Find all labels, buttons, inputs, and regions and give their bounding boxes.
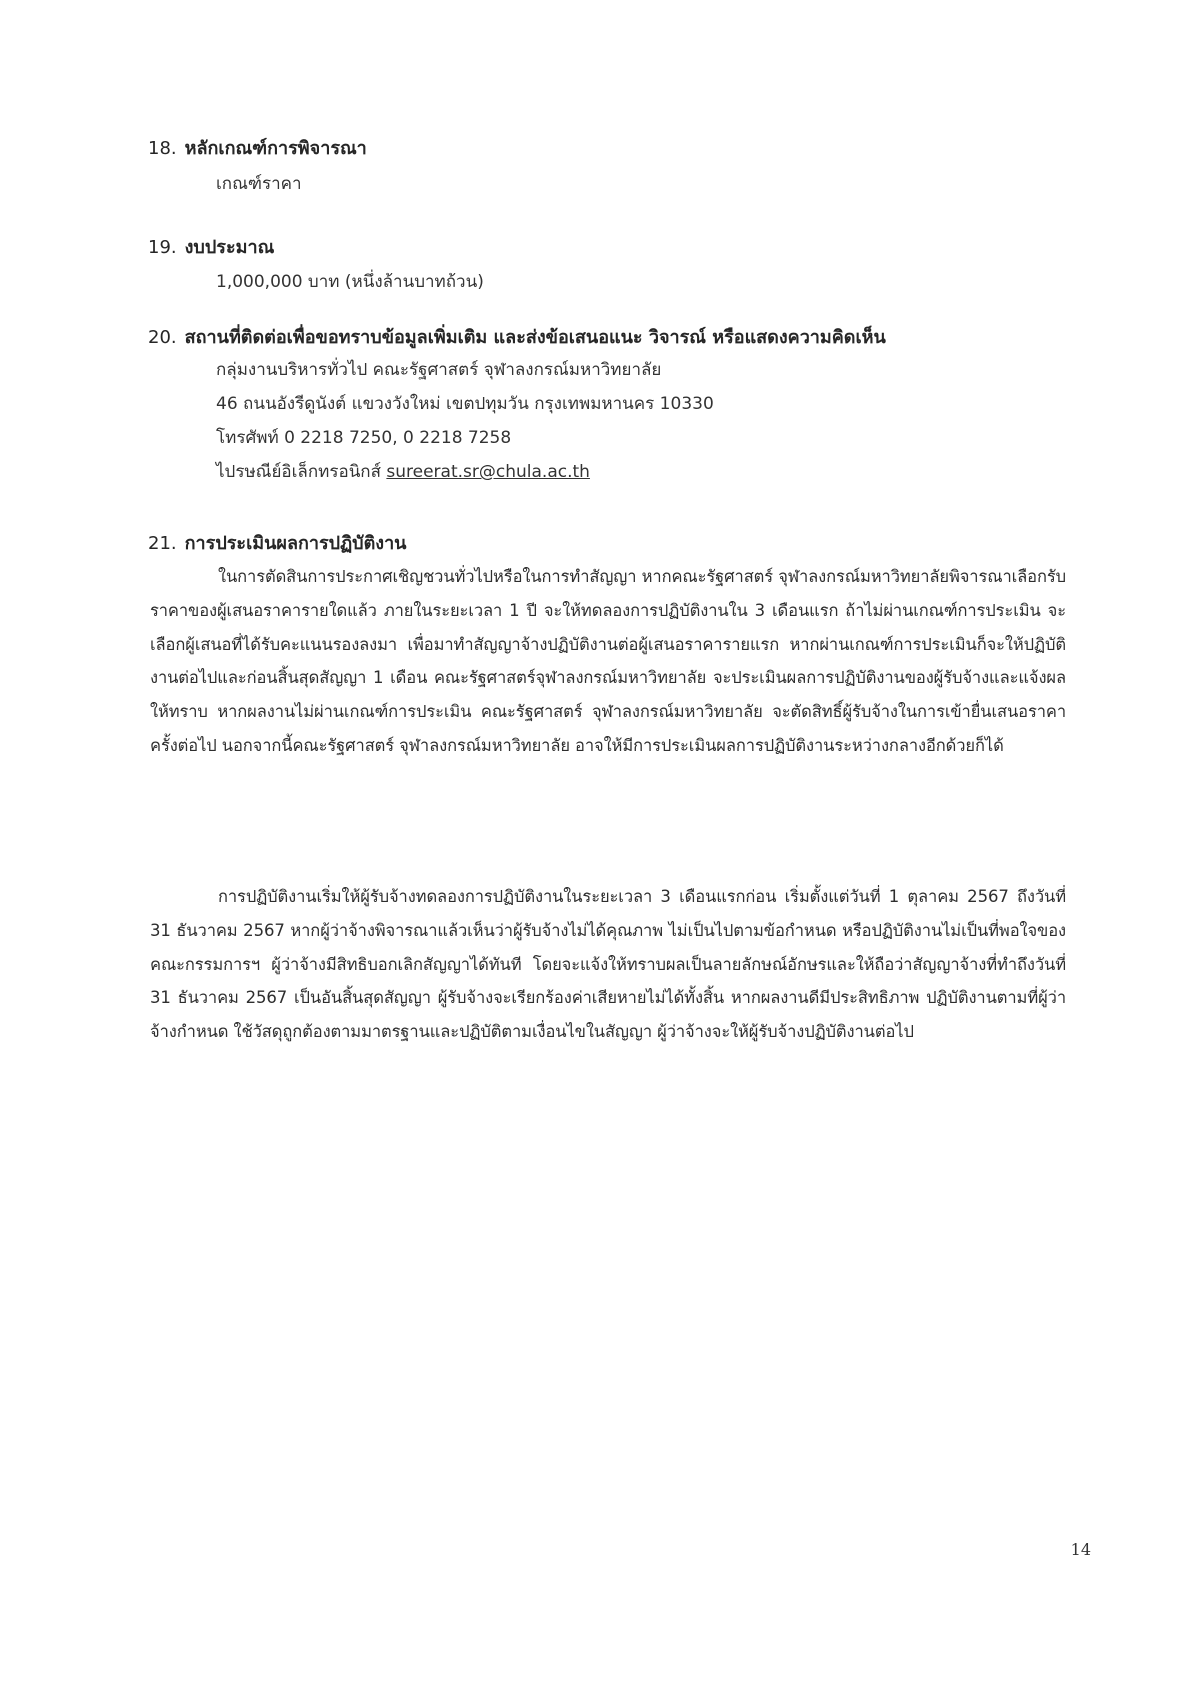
section-19-number: 19.	[148, 237, 177, 258]
section-21-title: การประเมินผลการปฏิบัติงาน	[184, 533, 407, 554]
section-19-title: งบประมาณ	[184, 237, 275, 258]
section-18-number: 18.	[148, 138, 177, 159]
section-21-number: 21.	[148, 533, 177, 554]
section-18-heading	[148, 133, 367, 162]
section-20-line-1: กลุ่มงานบริหารทั่วไป คณะรัฐศาสตร์ จุฬาลงกรณ์มหาวิทยาลัย	[216, 360, 662, 380]
email-label: ไปรษณีย์อิเล็กทรอนิกส์	[216, 462, 381, 482]
section-20-title: สถานที่ติดต่อเพื่อขอทราบข้อมูลเพิ่มเติม และส่งข้อเสนอแนะ วิจารณ์ หรือแสดงความคิดเห็น	[184, 327, 886, 348]
section-21-paragraph-1: ในการตัดสินการประกาศเชิญชวนทั่วไปหรือในการทำสัญญา หากคณะรัฐศาสตร์ จุฬาลงกรณ์มหาวิทยาลัยพิจารณาเลือกรับราคาของผู้เสนอราคารายใดแล้ว ภายในระยะเวลา 1 ปี จะให้ทดลองการปฏิบัติงานใน 3 เดือนแรก ถ้าไม่ผ่านเกณฑ์การประเมิน จะเลือกผู้เสนอที่ได้รับคะแนนรองลงมา เพื่อมาทำสัญญาจ้างปฏิบัติงานต่อผู้เสนอราคารายแรก หากผ่านเกณฑ์การประเมินก็จะให้ปฏิบัติงานต่อไปและก่อนสิ้นสุดสัญญา 1 เดือน คณะรัฐศาสตร์จุฬาลงกรณ์มหาวิทยาลัย จะประเมินผลการปฏิบัติงานของผู้รับจ้างและแจ้งผลให้ทราบ หากผลงานไม่ผ่านเกณฑ์การประเมิน คณะรัฐศาสตร์ จุฬาลงกรณ์มหาวิทยาลัย จะตัดสิทธิ์ผู้รับจ้างในการเข้ายื่นเสนอราคาครั้งต่อไป นอกจากนี้คณะรัฐศาสตร์ จุฬาลงกรณ์มหาวิทยาลัย อาจให้มีการประเมินผลการปฏิบัติงานระหว่างกลางอีกด้วยก็ได้	[150, 567, 1066, 755]
email-link[interactable]: sureerat.sr@chula.ac.th	[386, 462, 590, 482]
section-20-line-2: 46 ถนนอังรีดูนังต์ แขวงวังใหม่ เขตปทุมวัน กรุงเทพมหานคร 10330	[216, 394, 714, 414]
section-18-line-1: เกณฑ์ราคา	[216, 174, 302, 194]
section-18-title: หลักเกณฑ์การพิจารณา	[184, 138, 367, 159]
section-19-heading	[148, 232, 274, 261]
page-number: 14	[1070, 1540, 1091, 1559]
section-20-heading	[148, 322, 886, 351]
section-20-line-4	[216, 458, 590, 485]
section-20-line-3: โทรศัพท์ 0 2218 7250, 0 2218 7258	[216, 428, 512, 448]
section-21-paragraph-2: การปฏิบัติงานเริ่มให้ผู้รับจ้างทดลองการปฏิบัติงานในระยะเวลา 3 เดือนแรกก่อน เริ่มตั้งแต่วันที่ 1 ตุลาคม 2567 ถึงวันที่ 31 ธันวาคม 2567 หากผู้ว่าจ้างพิจารณาแล้วเห็นว่าผู้รับจ้างไม่ได้คุณภาพ ไม่เป็นไปตามข้อกำหนด หรือปฏิบัติงานไม่เป็นที่พอใจของคณะกรรมการฯ ผู้ว่าจ้างมีสิทธิบอกเลิกสัญญาได้ทันที โดยจะแจ้งให้ทราบผลเป็นลายลักษณ์อักษรและให้ถือว่าสัญญาจ้างที่ทำถึงวันที่ 31 ธันวาคม 2567 เป็นอันสิ้นสุดสัญญา ผู้รับจ้างจะเรียกร้องค่าเสียหายไม่ได้ทั้งสิ้น หากผลงานดีมีประสิทธิภาพ ปฏิบัติงานตามที่ผู้ว่าจ้างกำหนด ใช้วัสดุถูกต้องตามมาตรฐานและปฏิบัติตามเงื่อนไขในสัญญา ผู้ว่าจ้างจะให้ผู้รับจ้างปฏิบัติงานต่อไป	[150, 887, 1066, 1042]
section-20-number: 20.	[148, 327, 177, 348]
section-21-heading	[148, 528, 406, 557]
section-19-line-1: 1,000,000 บาท (หนึ่งล้านบาทถ้วน)	[216, 272, 484, 292]
